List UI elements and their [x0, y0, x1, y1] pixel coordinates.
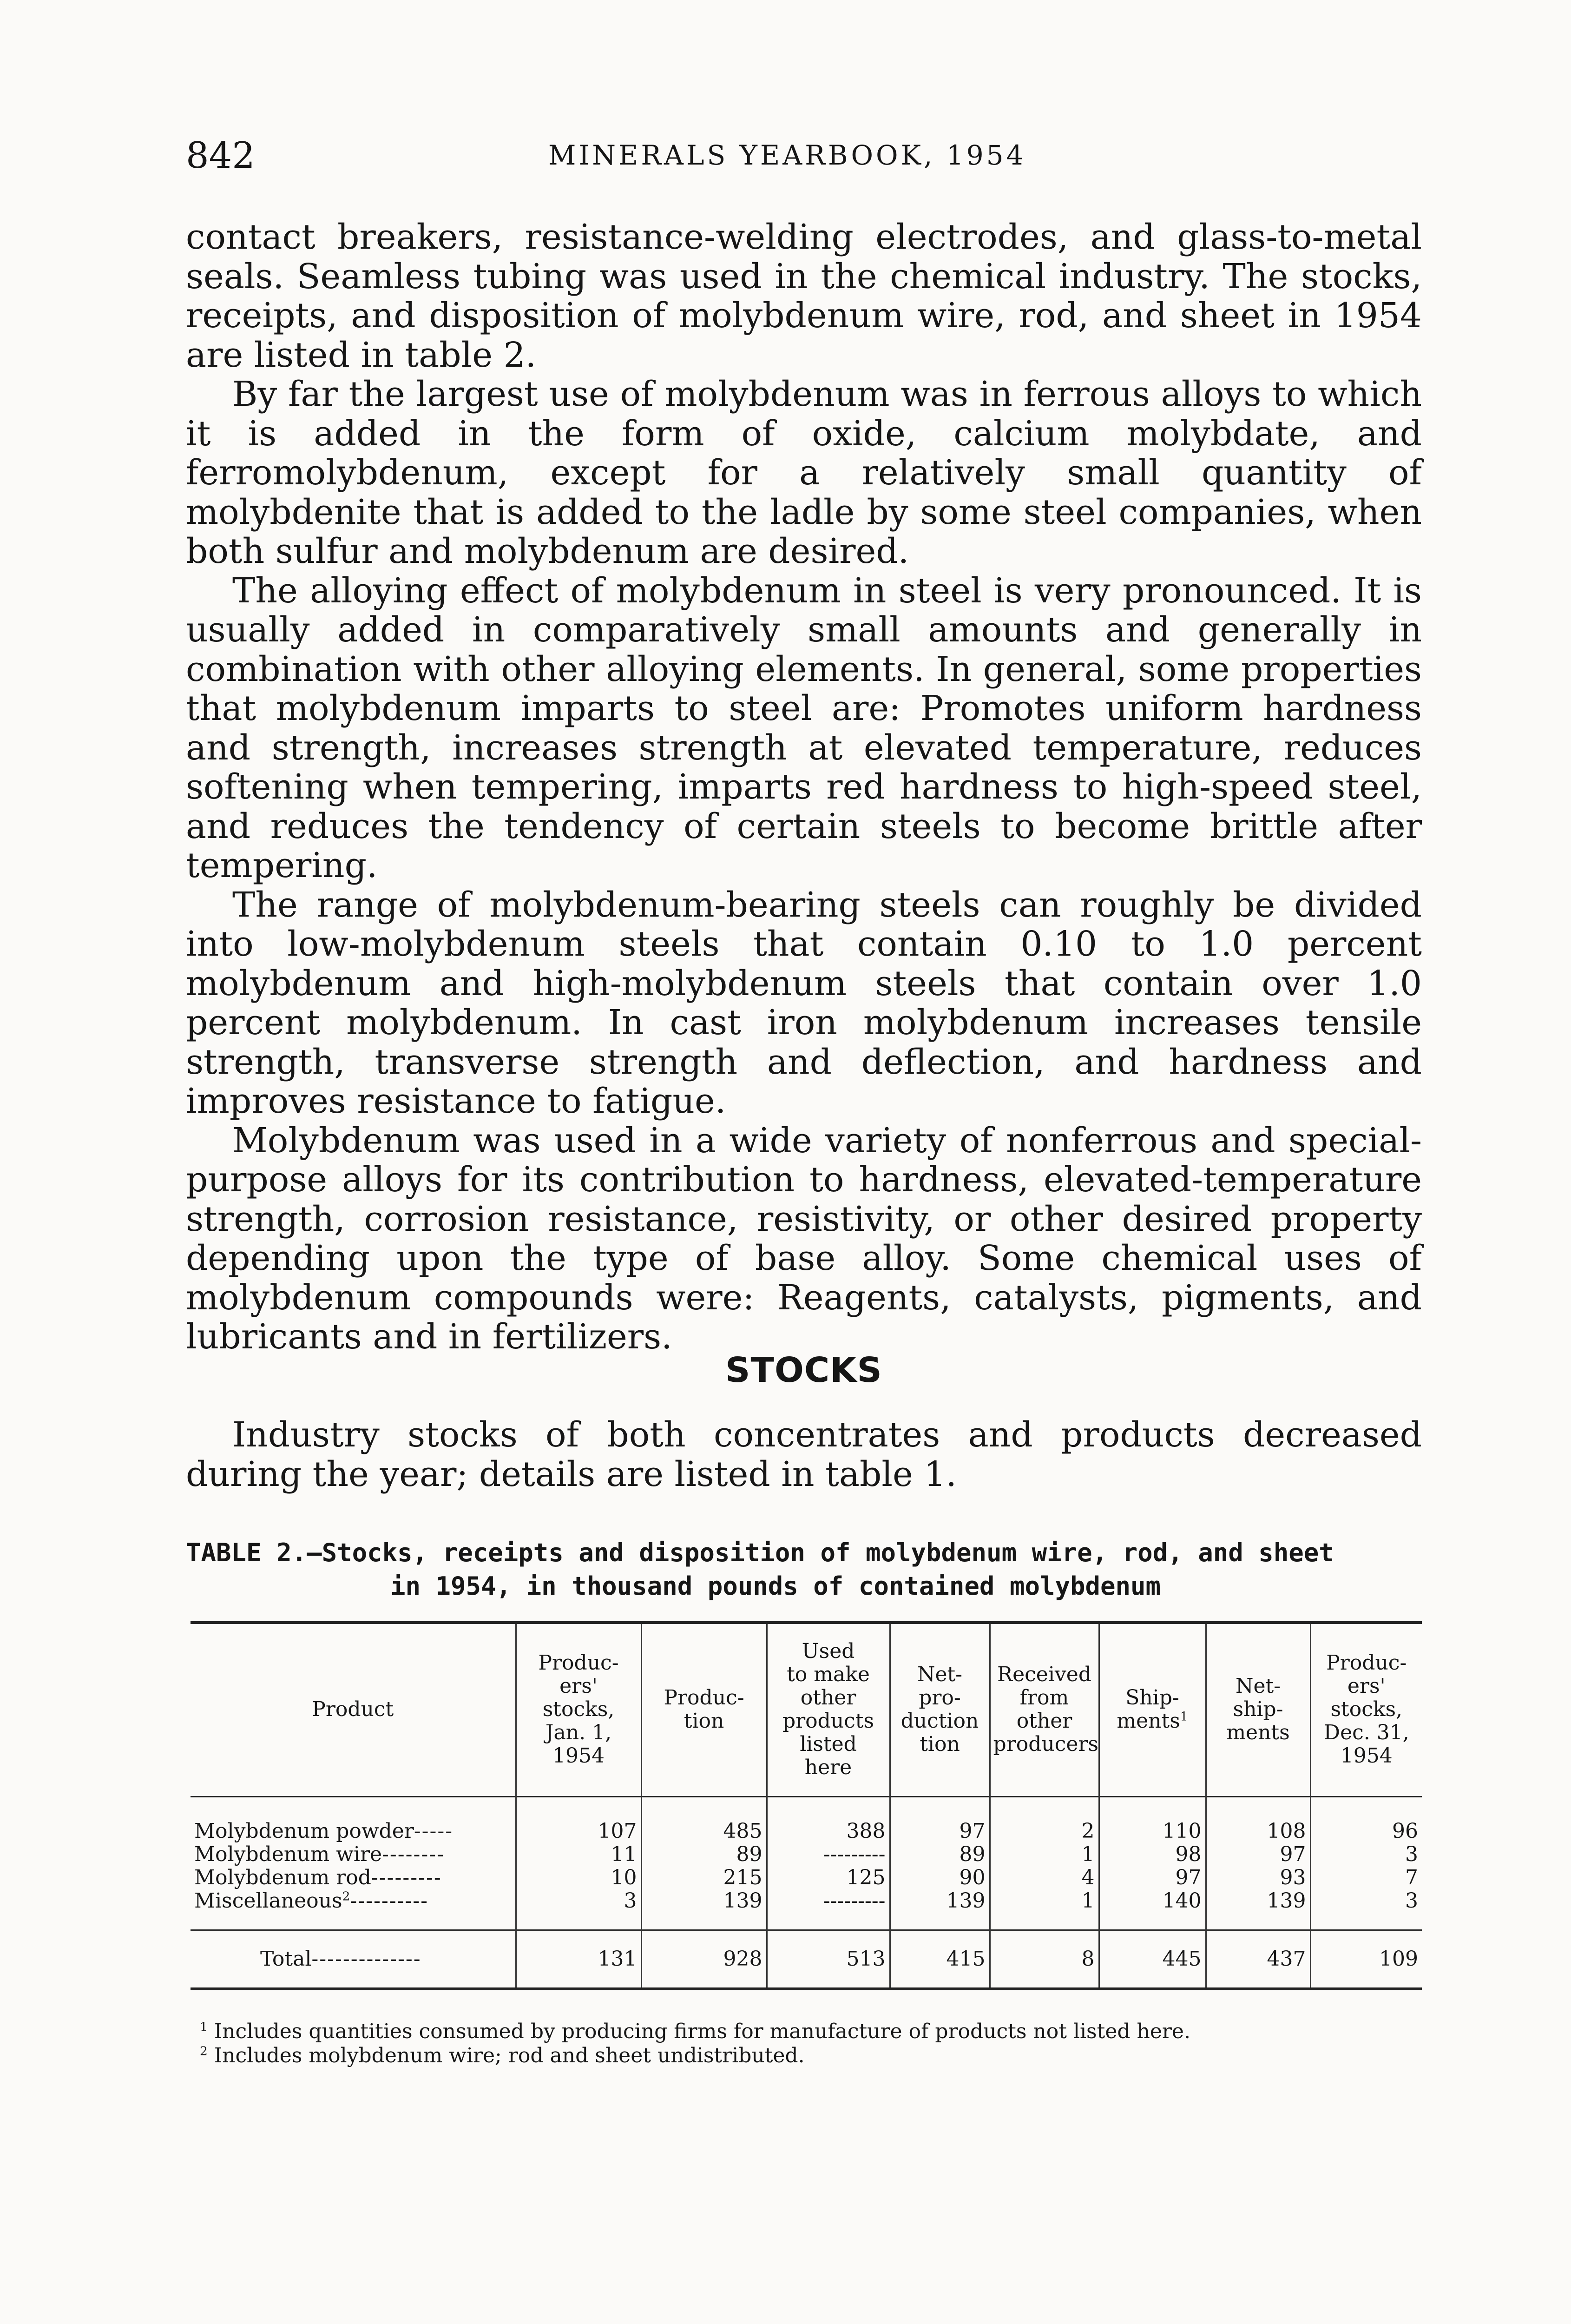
header-line: other [800, 1686, 856, 1710]
leader-dots: -------- [382, 1843, 445, 1866]
total-label-cell [191, 1930, 516, 1988]
product-cell [191, 1889, 516, 1930]
header-line: tion [684, 1709, 724, 1733]
column-header-production [641, 1623, 767, 1797]
footnote-text: Includes quantities consumed by producing firms for manufacture of products not listed here. [214, 2020, 1190, 2043]
header-line: from [1019, 1686, 1069, 1710]
cell: 96 [1392, 1819, 1418, 1843]
cell: 928 [641, 1930, 767, 1988]
cell: 90 [890, 1866, 990, 1889]
header-line: ments [1226, 1721, 1290, 1744]
paragraph: Industry stocks of both concentrates and products decreased during the year; details are listed in table 1. [186, 1415, 1422, 1494]
cell: 107 [516, 1797, 641, 1843]
cell: --------- [767, 1889, 890, 1930]
table-row [191, 1889, 1422, 1930]
footnotes [200, 2020, 1422, 2068]
header-line: ers' [1347, 1674, 1386, 1698]
footnote-mark: 2 [200, 2044, 208, 2059]
header-line: duction [901, 1709, 979, 1733]
cell: --------- [767, 1843, 890, 1866]
product-name: Molybdenum wire [194, 1843, 382, 1866]
table-row [191, 1843, 1422, 1866]
cell: 513 [767, 1930, 890, 1988]
product-cell [191, 1797, 516, 1843]
header-line: Produc- [664, 1686, 744, 1710]
cell: 445 [1099, 1930, 1206, 1988]
header-line: ers' [559, 1674, 598, 1698]
cell: 109 [1310, 1930, 1422, 1988]
cell: 3 [516, 1889, 641, 1930]
column-header-net-production [890, 1623, 990, 1797]
header-line: Received [997, 1663, 1091, 1686]
leader-dots: ---------- [350, 1889, 429, 1913]
header-line: Ship- [1125, 1686, 1179, 1710]
cell: 215 [641, 1866, 767, 1889]
column-header-dec-stocks [1310, 1623, 1422, 1797]
header-line: 1954 [552, 1744, 605, 1768]
total-label: Total [260, 1947, 312, 1971]
header-line: 1954 [1340, 1744, 1393, 1768]
header-line: Used [802, 1639, 855, 1663]
product-name: Molybdenum powder [194, 1819, 414, 1843]
cell: 4 [990, 1866, 1099, 1889]
cell: 10 [516, 1866, 641, 1889]
header-line: to make [787, 1663, 870, 1686]
cell: 89 [641, 1843, 767, 1866]
table-row [191, 1797, 1422, 1843]
table-total-row [191, 1930, 1422, 1988]
section-heading: STOCKS [725, 1350, 882, 1390]
cell: 110 [1099, 1797, 1206, 1843]
cell: 485 [641, 1797, 767, 1843]
header-line: Net- [1235, 1674, 1281, 1698]
header-line: Product [312, 1697, 394, 1721]
header-line: stocks, [1330, 1697, 1403, 1721]
cell: 1 [990, 1889, 1099, 1930]
leader-dots: -------------- [311, 1947, 421, 1971]
paragraph: The alloying effect of molybdenum in steel is very pronounced. It is usually added in comparatively small amounts and generally in combination with other alloying elements. In general, some properties that molybdenum imparts to steel are: Promotes uniform hardness and strength, increases strength at elevated temperature, reduces softening when tempering, imparts red hardness to high-speed steel, and reduces the tendency of certain steels to become brittle after tempering. [186, 570, 1422, 885]
running-head: MINERALS YEARBOOK, 1954 [548, 139, 1026, 171]
header-line: Net- [917, 1663, 963, 1686]
column-header-product [191, 1623, 516, 1797]
page-number: 842 [186, 135, 255, 177]
cell: 93 [1206, 1866, 1310, 1889]
cell: 125 [767, 1866, 890, 1889]
column-header-jan-stocks [516, 1623, 641, 1797]
data-table [191, 1621, 1422, 1987]
paragraph: Molybdenum was used in a wide variety of nonferrous and special-purpose alloys for its contribution to hardness, elevated-temperature strength, corrosion resistance, resistivity, or other desired property depending upon the type of base alloy. Some chemical uses of molybdenum compounds were: Reagents, catalysts, pigments, and lubricants and in fertilizers. [186, 1120, 1422, 1357]
header-line: products [782, 1709, 874, 1733]
header-line: Jan. 1, [545, 1721, 612, 1744]
header-line: tion [920, 1732, 960, 1756]
cell: 97 [890, 1797, 990, 1843]
cell: 131 [516, 1930, 641, 1988]
header-line: Dec. 31, [1323, 1721, 1409, 1744]
cell: 2 [990, 1797, 1099, 1843]
footnote-text: Includes molybdenum wire; rod and sheet undistributed. [214, 2044, 805, 2067]
product-cell [191, 1843, 516, 1866]
cell: 8 [990, 1930, 1099, 1988]
column-header-net-shipments [1206, 1623, 1310, 1797]
product-name: Molybdenum rod [194, 1866, 371, 1889]
paragraph: By far the largest use of molybdenum was in ferrous alloys to which it is added in the form of oxide, calcium molybdate, and ferromolybdenum, except for a relatively small quantity of molybdenite that is added to the ladle by some steel companies, when both sulfur and molybdenum are desired. [186, 374, 1422, 571]
footnote-mark: 1 [200, 2020, 208, 2034]
header-line: pro- [919, 1686, 961, 1710]
header-line: producers [993, 1732, 1098, 1756]
header-line: here [804, 1756, 852, 1779]
cell: 388 [767, 1797, 890, 1843]
table-title-line: TABLE 2.—Stocks, receipts and disposition of molybdenum wire, rod, and sheet [186, 1538, 1334, 1567]
header-line: Produc- [538, 1651, 619, 1675]
header-line: ship- [1233, 1697, 1283, 1721]
table-container [191, 1621, 1422, 1990]
footnote [200, 2020, 1422, 2044]
cell: 98 [1099, 1843, 1206, 1866]
cell: 437 [1206, 1930, 1310, 1988]
cell: 139 [1206, 1889, 1310, 1930]
table-row [191, 1866, 1422, 1889]
leader-dots: ----- [414, 1819, 454, 1843]
cell: 89 [890, 1843, 990, 1866]
header-line: listed [800, 1732, 857, 1756]
table-header-row [191, 1623, 1422, 1797]
header-line: ments [1117, 1709, 1180, 1733]
footnote [200, 2044, 1422, 2068]
cell: 7 [1405, 1866, 1418, 1889]
leader-dots: --------- [371, 1866, 442, 1889]
page-header [186, 135, 1422, 177]
cell: 11 [516, 1843, 641, 1866]
column-header-received [990, 1623, 1099, 1797]
column-header-shipments [1099, 1623, 1206, 1797]
column-header-used [767, 1623, 890, 1797]
paragraph: contact breakers, resistance-welding electrodes, and glass-to-metal seals. Seamless tubing was used in the chemical industry. The stocks, receipts, and disposition of molybdenum wire, rod, and sheet in 1954 are listed in table 2. [186, 217, 1422, 375]
header-line: stocks, [542, 1697, 615, 1721]
cell: 139 [641, 1889, 767, 1930]
stocks-text [186, 1415, 1422, 1494]
body-text [186, 218, 1422, 1357]
cell: 97 [1206, 1843, 1310, 1866]
table-title-line: in 1954, in thousand pounds of contained molybdenum [390, 1571, 1161, 1601]
cell: 1 [990, 1843, 1099, 1866]
cell: 108 [1206, 1797, 1310, 1843]
cell: 97 [1099, 1866, 1206, 1889]
product-name: Miscellaneous [194, 1889, 342, 1913]
footnote-mark: 2 [342, 1889, 350, 1904]
header-line: other [1016, 1709, 1072, 1733]
cell: 3 [1405, 1889, 1418, 1913]
footnote-mark: 1 [1180, 1709, 1188, 1724]
paragraph: The range of molybdenum-bearing steels can roughly be divided into low-molybdenum steels that contain 0.10 to 1.0 percent molybdenum and high-molybdenum steels that contain over 1.0 percent molybdenum. In cast iron molybdenum increases tensile strength, transverse strength and deflection, and hardness and improves resistance to fatigue. [186, 885, 1422, 1121]
cell: 3 [1405, 1842, 1418, 1866]
product-cell [191, 1866, 516, 1889]
cell: 415 [890, 1930, 990, 1988]
header-line: Produc- [1326, 1651, 1407, 1675]
table-title [186, 1536, 1422, 1603]
table-bottom-rule [191, 1987, 1422, 1990]
cell: 139 [890, 1889, 990, 1930]
cell: 140 [1099, 1889, 1206, 1930]
